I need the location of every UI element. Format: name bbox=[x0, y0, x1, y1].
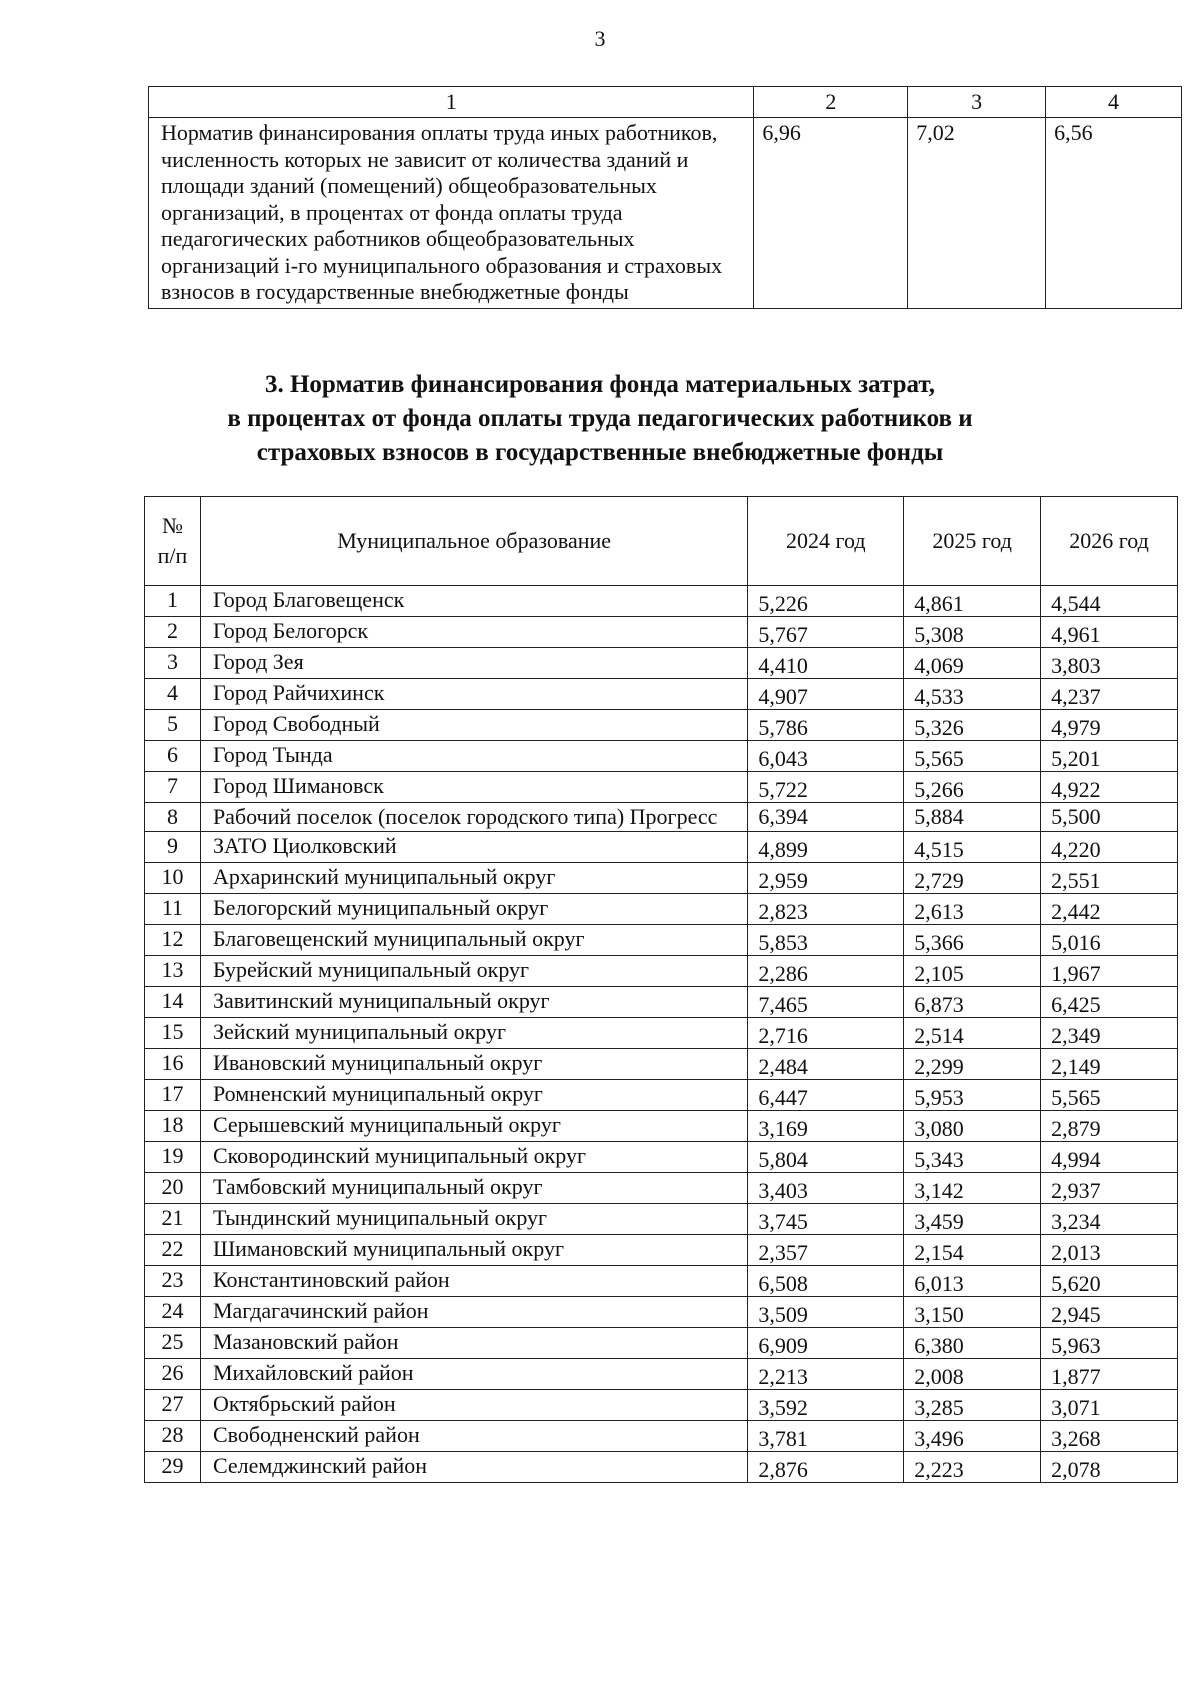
norm-description: Норматив финансирования оплаты труда иных работников, численность которых не зависит от количества зданий и площади зданий (помещений) общеобразовательных организаций, в процентах от фонда оплаты труда педагогических работников общеобразовательных организаций i-го муниципального образования и страховых взносов в государственные внебюджетные фонды bbox=[149, 118, 754, 309]
table-row bbox=[145, 956, 1178, 987]
col-header-4: 4 bbox=[1046, 87, 1182, 118]
row-number: 18 bbox=[145, 1111, 201, 1142]
row-value-2024: 2,357 bbox=[748, 1235, 904, 1266]
row-value-2024: 3,169 bbox=[748, 1111, 904, 1142]
row-value-2026: 3,234 bbox=[1041, 1204, 1178, 1235]
row-municipality: Зейский муниципальный округ bbox=[200, 1018, 747, 1049]
row-value-2026: 4,979 bbox=[1041, 710, 1178, 741]
row-municipality: Сковородинский муниципальный округ bbox=[200, 1142, 747, 1173]
row-value-2026: 4,220 bbox=[1041, 832, 1178, 863]
row-value-2025: 3,080 bbox=[904, 1111, 1041, 1142]
row-value-2025: 5,884 bbox=[904, 803, 1041, 832]
table-row bbox=[145, 1297, 1178, 1328]
row-number: 17 bbox=[145, 1080, 201, 1111]
row-value-2026: 3,071 bbox=[1041, 1390, 1178, 1421]
row-value-2025: 2,154 bbox=[904, 1235, 1041, 1266]
row-value-2025: 3,150 bbox=[904, 1297, 1041, 1328]
row-value-2025: 5,266 bbox=[904, 772, 1041, 803]
col-header-1: 1 bbox=[149, 87, 754, 118]
norm-value-2026: 6,56 bbox=[1046, 118, 1182, 309]
row-number: 3 bbox=[145, 648, 201, 679]
section-title-line-2: в процентах от фонда оплаты труда педагогических работников и bbox=[227, 405, 973, 432]
row-municipality: Город Тында bbox=[200, 741, 747, 772]
row-value-2026: 2,442 bbox=[1041, 894, 1178, 925]
row-value-2024: 6,394 bbox=[748, 803, 904, 832]
row-value-2024: 7,465 bbox=[748, 987, 904, 1018]
row-municipality: Мазановский район bbox=[200, 1328, 747, 1359]
material-costs-table bbox=[144, 496, 1178, 1483]
header-2024: 2024 год bbox=[748, 497, 904, 586]
row-value-2024: 6,447 bbox=[748, 1080, 904, 1111]
row-value-2026: 2,149 bbox=[1041, 1049, 1178, 1080]
row-number: 7 bbox=[145, 772, 201, 803]
row-value-2026: 5,565 bbox=[1041, 1080, 1178, 1111]
row-number: 19 bbox=[145, 1142, 201, 1173]
row-value-2026: 6,425 bbox=[1041, 987, 1178, 1018]
row-value-2026: 4,961 bbox=[1041, 617, 1178, 648]
row-value-2026: 2,945 bbox=[1041, 1297, 1178, 1328]
row-number: 20 bbox=[145, 1173, 201, 1204]
row-value-2026: 2,879 bbox=[1041, 1111, 1178, 1142]
row-value-2026: 3,268 bbox=[1041, 1421, 1178, 1452]
row-value-2024: 3,781 bbox=[748, 1421, 904, 1452]
row-value-2026: 4,994 bbox=[1041, 1142, 1178, 1173]
row-number: 2 bbox=[145, 617, 201, 648]
row-value-2024: 2,716 bbox=[748, 1018, 904, 1049]
row-value-2026: 3,803 bbox=[1041, 648, 1178, 679]
row-number: 26 bbox=[145, 1359, 201, 1390]
row-value-2026: 2,013 bbox=[1041, 1235, 1178, 1266]
row-value-2024: 2,959 bbox=[748, 863, 904, 894]
header-number-abbr: п/п bbox=[157, 543, 188, 568]
norm-value-2025: 7,02 bbox=[908, 118, 1046, 309]
row-municipality: Михайловский район bbox=[200, 1359, 747, 1390]
header-number-symbol: № bbox=[161, 513, 183, 538]
row-municipality: Город Зея bbox=[200, 648, 747, 679]
row-municipality: ЗАТО Циолковский bbox=[200, 832, 747, 863]
table-row bbox=[145, 1049, 1178, 1080]
table-row bbox=[145, 1266, 1178, 1297]
row-value-2025: 6,013 bbox=[904, 1266, 1041, 1297]
row-municipality: Константиновский район bbox=[200, 1266, 747, 1297]
section-title-line-1: 3. Норматив финансирования фонда материальных затрат, bbox=[264, 371, 936, 398]
row-municipality: Рабочий поселок (поселок городского типа) Прогресс bbox=[200, 803, 747, 832]
table-row bbox=[145, 803, 1178, 832]
row-value-2026: 4,922 bbox=[1041, 772, 1178, 803]
row-value-2026: 1,967 bbox=[1041, 956, 1178, 987]
row-number: 14 bbox=[145, 987, 201, 1018]
row-value-2024: 2,484 bbox=[748, 1049, 904, 1080]
table-row bbox=[145, 832, 1178, 863]
row-value-2024: 5,226 bbox=[748, 586, 904, 617]
row-value-2025: 5,326 bbox=[904, 710, 1041, 741]
row-municipality: Октябрьский район bbox=[200, 1390, 747, 1421]
row-value-2025: 5,953 bbox=[904, 1080, 1041, 1111]
row-value-2024: 2,213 bbox=[748, 1359, 904, 1390]
row-municipality: Город Свободный bbox=[200, 710, 747, 741]
table-row bbox=[145, 1328, 1178, 1359]
row-number: 13 bbox=[145, 956, 201, 987]
row-municipality: Селемджинский район bbox=[200, 1452, 747, 1483]
table-row bbox=[145, 863, 1178, 894]
row-number: 28 bbox=[145, 1421, 201, 1452]
row-value-2026: 2,349 bbox=[1041, 1018, 1178, 1049]
row-number: 29 bbox=[145, 1452, 201, 1483]
row-value-2024: 3,403 bbox=[748, 1173, 904, 1204]
row-value-2024: 5,722 bbox=[748, 772, 904, 803]
row-municipality: Серышевский муниципальный округ bbox=[200, 1111, 747, 1142]
row-value-2024: 6,909 bbox=[748, 1328, 904, 1359]
table-row bbox=[145, 1421, 1178, 1452]
section-title-line-3: страховых взносов в государственные внебюджетные фонды bbox=[256, 439, 944, 466]
page-number: 3 bbox=[594, 26, 606, 51]
table-row bbox=[145, 617, 1178, 648]
row-value-2025: 4,069 bbox=[904, 648, 1041, 679]
row-value-2025: 4,515 bbox=[904, 832, 1041, 863]
row-value-2026: 5,016 bbox=[1041, 925, 1178, 956]
continuation-row bbox=[149, 118, 1182, 309]
row-value-2024: 5,804 bbox=[748, 1142, 904, 1173]
row-value-2024: 2,286 bbox=[748, 956, 904, 987]
row-municipality: Бурейский муниципальный округ bbox=[200, 956, 747, 987]
row-number: 1 bbox=[145, 586, 201, 617]
table-row bbox=[145, 1018, 1178, 1049]
row-municipality: Магдагачинский район bbox=[200, 1297, 747, 1328]
table-row bbox=[145, 1142, 1178, 1173]
row-value-2026: 2,937 bbox=[1041, 1173, 1178, 1204]
row-value-2024: 6,043 bbox=[748, 741, 904, 772]
table-row bbox=[145, 648, 1178, 679]
row-number: 22 bbox=[145, 1235, 201, 1266]
col-header-2: 2 bbox=[754, 87, 908, 118]
row-value-2025: 3,142 bbox=[904, 1173, 1041, 1204]
table-row bbox=[145, 741, 1178, 772]
row-value-2026: 4,544 bbox=[1041, 586, 1178, 617]
table-header-row bbox=[145, 497, 1178, 586]
row-value-2025: 3,459 bbox=[904, 1204, 1041, 1235]
header-2025: 2025 год bbox=[904, 497, 1041, 586]
row-number: 11 bbox=[145, 894, 201, 925]
table-row bbox=[145, 1173, 1178, 1204]
row-value-2025: 2,223 bbox=[904, 1452, 1041, 1483]
row-number: 6 bbox=[145, 741, 201, 772]
row-value-2024: 4,907 bbox=[748, 679, 904, 710]
row-number: 8 bbox=[145, 803, 201, 832]
row-number: 4 bbox=[145, 679, 201, 710]
row-value-2024: 5,853 bbox=[748, 925, 904, 956]
row-value-2024: 2,823 bbox=[748, 894, 904, 925]
row-value-2024: 3,745 bbox=[748, 1204, 904, 1235]
row-value-2024: 3,592 bbox=[748, 1390, 904, 1421]
col-header-3: 3 bbox=[908, 87, 1046, 118]
row-value-2026: 2,078 bbox=[1041, 1452, 1178, 1483]
header-number bbox=[145, 497, 201, 586]
row-municipality: Завитинский муниципальный округ bbox=[200, 987, 747, 1018]
header-municipality: Муниципальное образование bbox=[200, 497, 747, 586]
table-row bbox=[145, 1390, 1178, 1421]
row-value-2025: 4,533 bbox=[904, 679, 1041, 710]
row-number: 21 bbox=[145, 1204, 201, 1235]
table-row bbox=[145, 1111, 1178, 1142]
row-value-2026: 5,201 bbox=[1041, 741, 1178, 772]
continuation-header-row bbox=[149, 87, 1182, 118]
row-municipality: Архаринский муниципальный округ bbox=[200, 863, 747, 894]
row-value-2025: 2,299 bbox=[904, 1049, 1041, 1080]
norm-value-2024: 6,96 bbox=[754, 118, 908, 309]
row-value-2026: 4,237 bbox=[1041, 679, 1178, 710]
row-value-2025: 4,861 bbox=[904, 586, 1041, 617]
row-municipality: Город Благовещенск bbox=[200, 586, 747, 617]
row-number: 10 bbox=[145, 863, 201, 894]
table-row bbox=[145, 987, 1178, 1018]
table-row bbox=[145, 1235, 1178, 1266]
row-municipality: Свободненский район bbox=[200, 1421, 747, 1452]
row-value-2025: 2,613 bbox=[904, 894, 1041, 925]
row-value-2026: 5,963 bbox=[1041, 1328, 1178, 1359]
table-row bbox=[145, 586, 1178, 617]
row-value-2025: 3,496 bbox=[904, 1421, 1041, 1452]
row-value-2025: 2,514 bbox=[904, 1018, 1041, 1049]
table-row bbox=[145, 1452, 1178, 1483]
row-value-2026: 5,500 bbox=[1041, 803, 1178, 832]
row-number: 15 bbox=[145, 1018, 201, 1049]
table-row bbox=[145, 925, 1178, 956]
row-value-2025: 6,380 bbox=[904, 1328, 1041, 1359]
table-body bbox=[145, 586, 1178, 1483]
section-title bbox=[0, 368, 1200, 470]
row-municipality: Тамбовский муниципальный округ bbox=[200, 1173, 747, 1204]
row-value-2025: 6,873 bbox=[904, 987, 1041, 1018]
row-municipality: Город Белогорск bbox=[200, 617, 747, 648]
row-number: 9 bbox=[145, 832, 201, 863]
row-municipality: Ивановский муниципальный округ bbox=[200, 1049, 747, 1080]
continuation-table bbox=[148, 86, 1182, 309]
row-value-2025: 5,343 bbox=[904, 1142, 1041, 1173]
row-value-2024: 5,786 bbox=[748, 710, 904, 741]
row-number: 16 bbox=[145, 1049, 201, 1080]
row-value-2025: 5,565 bbox=[904, 741, 1041, 772]
row-number: 25 bbox=[145, 1328, 201, 1359]
row-value-2024: 4,410 bbox=[748, 648, 904, 679]
row-number: 24 bbox=[145, 1297, 201, 1328]
row-value-2024: 2,876 bbox=[748, 1452, 904, 1483]
row-value-2024: 5,767 bbox=[748, 617, 904, 648]
row-municipality: Ромненский муниципальный округ bbox=[200, 1080, 747, 1111]
row-value-2026: 1,877 bbox=[1041, 1359, 1178, 1390]
row-value-2025: 2,008 bbox=[904, 1359, 1041, 1390]
table-row bbox=[145, 710, 1178, 741]
row-number: 27 bbox=[145, 1390, 201, 1421]
table-row bbox=[145, 772, 1178, 803]
table-row bbox=[145, 1080, 1178, 1111]
row-number: 12 bbox=[145, 925, 201, 956]
table-row bbox=[145, 1359, 1178, 1390]
table-row bbox=[145, 1204, 1178, 1235]
row-value-2024: 6,508 bbox=[748, 1266, 904, 1297]
row-municipality: Тындинский муниципальный округ bbox=[200, 1204, 747, 1235]
row-value-2026: 2,551 bbox=[1041, 863, 1178, 894]
row-municipality: Благовещенский муниципальный округ bbox=[200, 925, 747, 956]
row-value-2024: 4,899 bbox=[748, 832, 904, 863]
row-value-2025: 2,105 bbox=[904, 956, 1041, 987]
row-value-2025: 2,729 bbox=[904, 863, 1041, 894]
row-value-2026: 5,620 bbox=[1041, 1266, 1178, 1297]
row-municipality: Шимановский муниципальный округ bbox=[200, 1235, 747, 1266]
row-number: 23 bbox=[145, 1266, 201, 1297]
table-row bbox=[145, 679, 1178, 710]
row-municipality: Город Шимановск bbox=[200, 772, 747, 803]
row-value-2025: 5,308 bbox=[904, 617, 1041, 648]
row-municipality: Белогорский муниципальный округ bbox=[200, 894, 747, 925]
table-row bbox=[145, 894, 1178, 925]
row-value-2024: 3,509 bbox=[748, 1297, 904, 1328]
header-2026: 2026 год bbox=[1041, 497, 1178, 586]
row-value-2025: 5,366 bbox=[904, 925, 1041, 956]
row-value-2025: 3,285 bbox=[904, 1390, 1041, 1421]
row-municipality: Город Райчихинск bbox=[200, 679, 747, 710]
row-number: 5 bbox=[145, 710, 201, 741]
